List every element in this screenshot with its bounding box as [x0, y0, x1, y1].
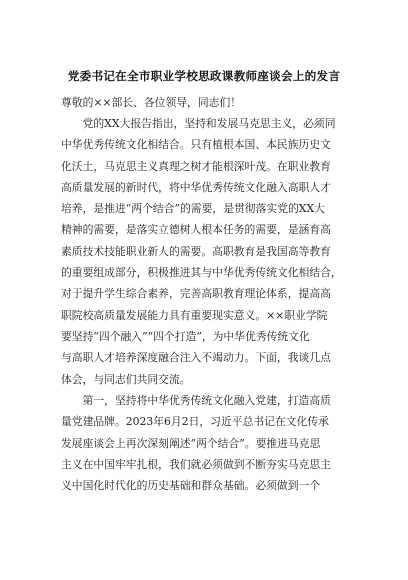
paragraph-2: [61, 390, 356, 496]
paragraph-line: 素质技术技能职业新人的需要。高职教育是我国高等教育: [61, 244, 331, 258]
paragraph-line: 义中国化时代化的历史基础和群众基础。必须做到一个: [61, 479, 321, 493]
paragraph-line: 第一，坚持将中华优秀传统文化融入党建，打造高质: [61, 394, 331, 407]
salutation: 尊敬的××部长、各位领导，同志们！: [61, 96, 242, 109]
paragraph-line: 的重要组成部分，积极推进其与中华优秀传统文化相结合，: [61, 266, 342, 280]
salutation-block: [61, 92, 356, 113]
paragraph-line: 主义在中国牢牢扎根，我们就必须做到不断夯实马克思主: [61, 457, 331, 471]
paragraph-line: 党的XX大报告指出，坚持和发展马克思主义，必须同: [61, 117, 336, 130]
paragraph-line: 体会，与同志们共同交流。: [61, 372, 191, 386]
paragraph-line: 培养，是推进“两个结合”的需要，是贯彻落实党的XX大: [61, 202, 325, 216]
paragraph-line: 量党建品牌。2023年6月2日，习近平总书记在文化传承: [61, 415, 329, 429]
document-title: 党委书记在全市职业学校思政课教师座谈会上的发言: [67, 69, 341, 83]
paragraph-line: 精神的需要，是落实立德树人根本任务的需要，是涵育高: [61, 223, 331, 237]
paragraph-line: 中华优秀传统文化相结合。只有植根本国、本民族历史文: [61, 138, 331, 152]
paragraph-line: 高质量发展的新时代，将中华优秀传统文化融入高职人才: [61, 180, 331, 194]
paragraph-line: 对于提升学生综合素养，完善高职教育理论体系，提高高: [61, 287, 331, 301]
paragraph-line: 化沃土，马克思主义真理之树才能根深叶茂。在职业教育: [61, 159, 331, 173]
paragraph-line: 与高职人才培养深度融合注入不竭动力。下面，我谈几点: [61, 351, 331, 365]
paragraph-line: 职院校高质量发展能力具有重要现实意义。××职业学院: [61, 308, 328, 322]
paragraph-line: 要坚持“四个融入”“四个打造”，为中华优秀传统文化: [61, 329, 310, 343]
paragraph-1: [61, 113, 356, 390]
paragraph-line: 发展座谈会上再次深刻阐述“两个结合”。要推进马克思: [61, 436, 321, 450]
